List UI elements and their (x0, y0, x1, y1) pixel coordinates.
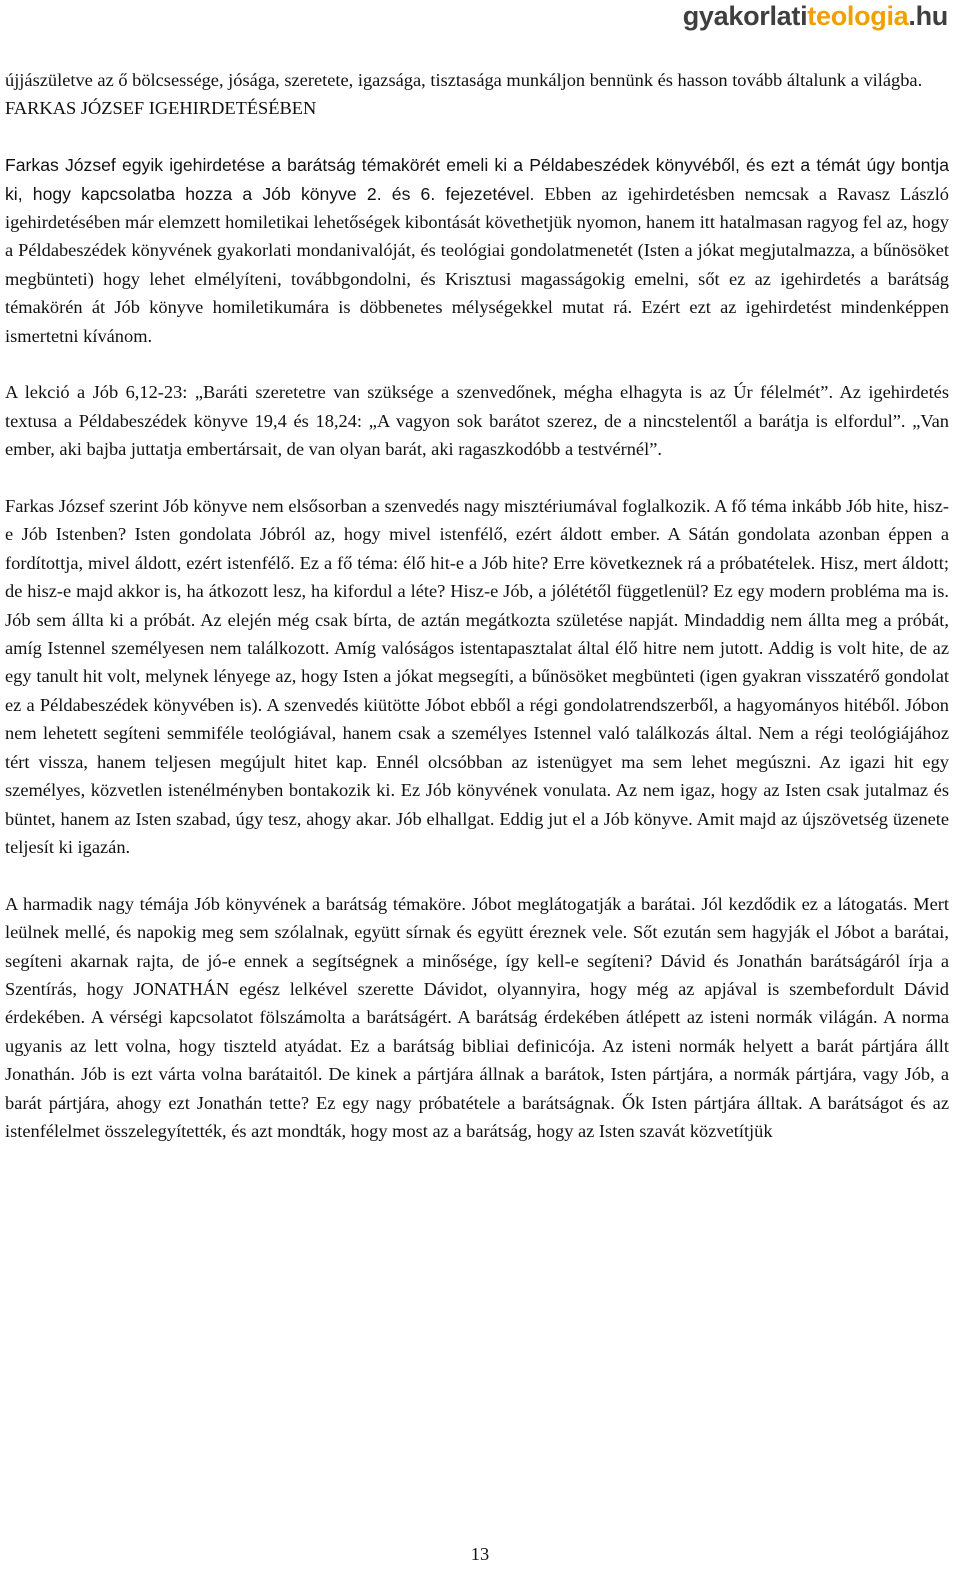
logo-text-part2: teologia (807, 1, 909, 31)
paragraph-job-faith: Farkas József szerint Jób könyve nem elsősorban a szenvedés nagy misztériumával foglalkozik. A fő téma inkább Jób hite, hisz-e Jób Istenben? Isten gondolata Jóbról az, hogy mivel istenfélő, ezért áldott ember. A Sátán gondolata azonban éppen a fordítottja, mivel áldott, ezért istenfélő. Ez a fő téma: élő hit-e a Jób hite? Erre következnek rá a próbatételek. Hisz, mert áldott; de hisz-e majd akkor is, ha átkozott lesz, ha kifordul a léte? Hisz-e Jób, a jólététől függetlenül? Ez egy modern probléma ma is. Jób sem állta ki a próbát. Az elején még csak bírta, de aztán megátkozta születése napját. Mindaddig nem állta meg a próbát, amíg Istennel személyesen nem találkozott. Amíg valóságos istentapasztalat által élő hitre nem jutott. Addig is volt hite, de az egy tanult hit volt, melynek lényege az, hogy Isten a jókat megsegíti, a bűnösöket megbünteti (igen gyakran visszatérő gondolat ez a Példabeszédek könyvében is). A szenvedés kiütötte Jóbot ebből a régi gondolatrendszerből, a hagyományos hitéből. Jóbon nem lehetett segíteni semmiféle teológiával, hanem csak a személyes Istennel való találkozás által. Nem a régi teológiájához tért vissza, hanem teljesen megújult hitet kap. Ennél olcsóbban az istenügyet ma sem lehet megúszni. Az igazi hit egy személyes, közvetlen istenélményben bontakozik ki. Ez Jób könyvének vonulata. Az nem igaz, hogy az Isten csak jutalmaz és büntet, hanem az Isten szabad, úgy tesz, ahogy akar. Jób elhallgat. Eddig jut el a Jób könyve. Amit majd az újszövetség üzenete teljesít ki igazán. (5, 496, 949, 857)
logo-text-part1: gyakorlati (682, 1, 808, 31)
logo-text-part3: .hu (908, 1, 948, 31)
paragraph-continuation: újjászületve az ő bölcsessége, jósága, szeretete, igazsága, tisztasága munkáljon bennünk és hasson tovább általunk a világba. (5, 70, 923, 90)
paragraph-introduction (5, 151, 949, 350)
paragraph-lection: A lekció a Jób 6,12-23: „Baráti szeretetre van szüksége a szenvedőnek, mégha elhagyta is az Úr félelmét”. Az igehirdetés textusa a Példabeszédek könyve 19,4 és 18,24: „A vagyon sok barátot szerez, de a nincstelentől a barátja is elfordul”. „Van ember, aki bajba juttatja embertársait, de van olyan barát, aki ragaszkodóbb a testvérnél”. (5, 382, 949, 460)
paragraph-friendship: A harmadik nagy témája Jób könyvének a barátság témaköre. Jóbot meglátogatják a barátai. Jól kezdődik ez a látogatás. Mert leülnek mellé, és napokig meg sem szólalnak, együtt sírnak és együtt éreznek vele. Sőt ezután sem hagyják el Jóbot a barátai, segíteni akarnak rajta, de jó-e ennek a segítségnek a minősége, így kell-e segíteni? Dávid és Jonathán barátságáról írja a Szentírás, hogy JONATHÁN egész lelkével szerette Dávidot, olyannyira, hogy még az apjával is szembefordult Dávid érdekében. A vérségi kapcsolatot fölszámolta a barátságért. A barátság érdekében átlépett az isteni normák világán. A norma ugyanis az lett volna, hogy tiszteld atyádat. Ez a barátság bibliai definicója. Az isteni normák helyett a barát pártjára állt Jonathán. Jób is ezt várta volna barátaitól. De kinek a pártjára állnak a barátok, Isten pártjára, a normák pártjára, vagy Jób, a barát pártjára, ahogy ezt Jonathán tette? Ez egy nagy próbatétele a barátságnak. Ők Isten pártjára álltak. A barátságot és az istenfélelmet összelegyítették, és azt mondták, hogy most az a barátság, hogy az Isten szavát közvetítjük (5, 893, 949, 1141)
document-body (5, 66, 949, 1145)
paragraph-introduction-sans-part: Farkas József egyik igehirdetése a barátság témakörét emeli ki a Példabeszédek könyvéből, és ezt a témát úgy bontja ki, hogy kapcsolatba hozza a Jób könyve 2. és 6. fejezetével. (5, 155, 949, 204)
section-heading: FARKAS JÓZSEF IGEHIRDETÉSÉBEN (5, 98, 317, 119)
paragraph-introduction-serif-part: Ebben az igehirdetésben nemcsak a Ravasz László igehirdetésében már elemzett homiletikai lehetőségek kibontását követhetjük nyomon, hanem itt hatalmasan ragyog fel az, hogy a Példabeszédek könyvének gyakorlati mondanivalóját, és teológiai gondolatmenetét (Isten a jókat megjutalmazza, a bűnösöket megbünteti) hogy lehet elmélyíteni, továbbgondolni, és Krisztusi magasságokig emelni, sőt ez az igehirdetés a barátság témakörén át Jób könyve homiletikumára is döbbenetes mélységekkel mutat rá. Ezért ezt az igehirdetést mindenképpen ismertetni kívánom. (5, 183, 949, 346)
site-logo (683, 0, 948, 32)
page-number: 13 (470, 1544, 490, 1564)
